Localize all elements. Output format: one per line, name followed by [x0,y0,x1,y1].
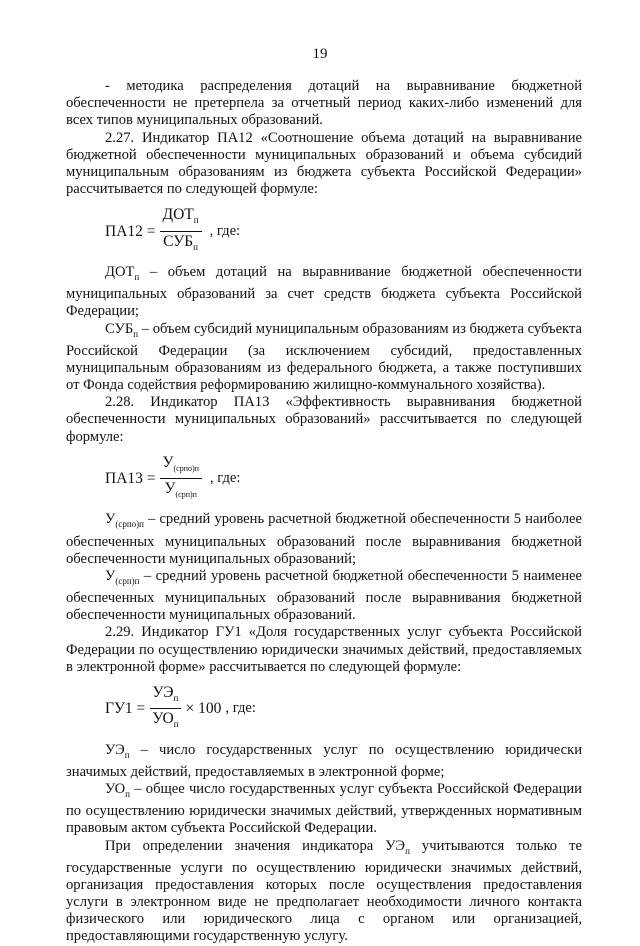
numerator-subscript: (српо)п [173,463,199,473]
numerator-subscript: п [173,693,179,704]
formula-multiplier: × 100 [185,700,222,718]
paragraph-gu1: 2.29. Индикатор ГУ1 «Доля государственных услуг субъекта Российской Федерации по осуществлению юридически значимых действий, предоставляемых в электронной форме» рассчитывается по следующей формуле: [66,624,582,675]
definition-text: – средний уровень расчетной бюджетной обеспеченности 5 наиболее обеспеченных муниципальных образований после выравнивания бюджетной обеспеченности муниципальных образований; [66,511,582,567]
formula-gu1 [105,684,582,734]
denominator-symbol: У [164,480,176,498]
numerator [150,684,182,709]
definition-subscript: п [124,749,130,760]
definition-subscript: (српо)п [115,519,144,530]
definition-uo [66,781,582,838]
note-text-start: При определении значения индикатора [105,837,386,854]
note-subscript: п [405,845,410,856]
fraction [160,206,202,256]
denominator [149,709,181,733]
document-body [66,78,582,946]
numerator-symbol: У [162,453,174,471]
denominator [160,232,201,256]
definition-symbol: СУБ [105,320,134,337]
formula-tail: , где: [225,700,256,717]
denominator-symbol: СУБ [163,232,194,250]
definition-text: – объем дотаций на выравнивание бюджетной обеспеченности муниципальных образований за счет средств бюджета субъекта Российской Федерации; [66,264,582,320]
formula-pa13 [105,454,582,504]
definition-text: – общее число государственных услуг субъекта Российской Федерации по осуществлению юридически значимых действий, утвержденных нормативным правовым актом субъекта Российской Федерации. [66,781,582,837]
fraction [160,454,202,504]
formula-tail: , где: [209,222,241,239]
definition-u-top [66,511,582,568]
paragraph-note [66,838,582,946]
denominator [162,479,200,503]
paragraph-pa12: 2.27. Индикатор ПА12 «Соотношение объема дотаций на выравнивание бюджетной обеспеченности муниципальных образований и объема субсидий муниципальным образованиям из бюджета субъекта Российской Федерации» рассчитывается по следующей формуле: [66,129,582,198]
formula-pa12 [105,206,582,256]
definition-u-bottom [66,568,582,625]
definition-symbol: УО [105,781,126,797]
definition-symbol: У [105,511,116,528]
definition-subscript: п [134,271,140,282]
page-number: 19 [312,46,328,62]
numerator-symbol: УЭ [152,684,174,702]
fraction [149,684,181,734]
definition-dot [66,264,582,321]
formula-lhs: ПА13 = [105,470,156,488]
numerator-symbol: ДОТ [162,206,194,224]
definition-subscript: п [133,328,139,339]
numerator [160,206,202,231]
definition-subscript: п [125,788,130,799]
formula-lhs: ПА12 = [105,222,156,240]
note-text-end: учитываются только те государственные услуги по осуществлению юридически значимых действий, организация предоставления которых после осуществления предоставления услуги в электронном виде не предполагает необходимости личного контакта физического или юридического лица с органом или организацией, предоставляющими государственную услугу. [66,837,582,945]
denominator-subscript: п [173,719,179,730]
definition-text: – объем субсидий муниципальным образованиям из бюджета субъекта Российской Федерации (за исключением субсидий, предоставленных муниципальным образованиям из федерального бюджета, а также поступивших от Фонда содействия реформированию жилищно-коммунального хозяйства). [66,320,582,394]
definition-symbol: УЭ [105,741,125,758]
definition-text: – число государственных услуг по осуществлению юридически значимых действий, предоставляемых в электронной форме; [66,741,582,780]
numerator [160,454,202,479]
definition-symbol: У [105,567,116,584]
denominator-symbol: УО [152,710,174,728]
denominator-subscript: (срп)п [175,490,197,500]
definition-subscript: (срп)п [115,575,140,586]
note-symbol: УЭ [385,837,406,854]
definition-symbol: ДОТ [105,264,135,281]
formula-lhs: ГУ1 = [105,700,146,718]
definition-ue [66,742,582,781]
denominator-subscript: п [193,241,198,252]
formula-tail: , где: [209,470,241,487]
paragraph-pa13: 2.28. Индикатор ПА13 «Эффективность выравнивания бюджетной обеспеченности муниципальных образований» рассчитывается по следующей формуле: [66,394,582,445]
numerator-subscript: п [193,215,199,226]
definition-sub [66,321,582,395]
definition-text: – средний уровень расчетной бюджетной обеспеченности 5 наименее обеспеченных муниципальных образований после выравнивания бюджетной обеспеченности муниципальных образований. [66,567,582,624]
paragraph-method: - методика распределения дотаций на выравнивание бюджетной обеспеченности не претерпела за отчетный период каких-либо изменений для всех типов муниципальных образований. [66,78,582,129]
